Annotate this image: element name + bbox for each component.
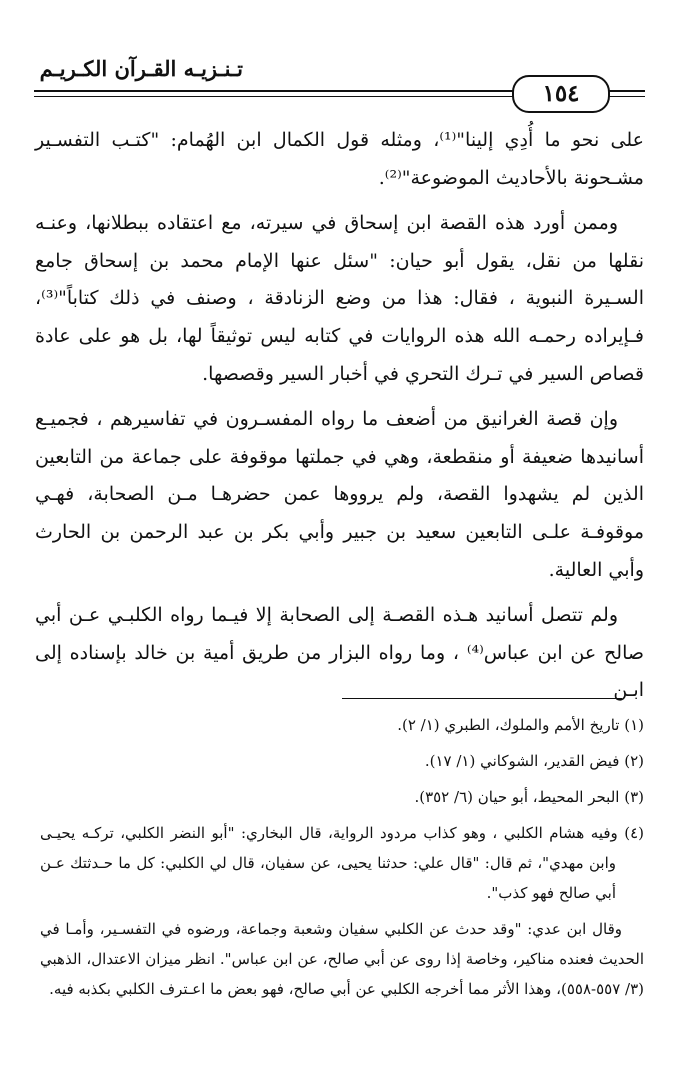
paragraph: ولم تتصل أسانيد هـذه القصـة إلى الصحابة إلا فيـما رواه الكلبـي عـن أبي صالح عن ابن عباس⁽⁴⁾ ، وما رواه البزار من طريق أمية بن خالد بإسناده إلى ابـن bbox=[35, 604, 644, 702]
page-number-badge: ١٥٤ bbox=[512, 75, 610, 113]
paragraph: وممن أورد هذه القصة ابن إسحاق في سيرته، مع اعتقاده ببطلانها، وعنـه نقلها من نقل، يقول أبو حيان: "سئل عنها الإمام محمد بن إسحاق جامع السـيرة النبوية ، فقال: هذا من وضع الزنادقة ، وصنف في ذلك كتاباً"⁽³⁾، فـإيراده رحمـه الله هذه الروايات في كتابه ليس توثيقاً لها، بل هو على عادة قصاص السير في تـرك التحري في أخبار السير وقصصها. bbox=[35, 212, 644, 385]
footnote: (٣) البحر المحيط، أبو حيان (٦/ ٣٥٢). bbox=[414, 788, 644, 806]
main-text bbox=[35, 122, 644, 718]
footnote: (٢) فيض القدير، الشوكاني (١/ ١٧). bbox=[424, 752, 644, 770]
footnote: (٤) وفيه هشام الكلبي ، وهو كذاب مردود الرواية، قال البخاري: "أبو النضر الكلبي، تركـه يحيـى وابن مهدي"، ثم قال: "قال علي: حدثنا يحيى، عن سفيان، قال لي الكلبي: كل ما حـدثتك عـن أبي صالح فهو كذب". bbox=[40, 824, 644, 902]
footnotes bbox=[40, 710, 644, 1010]
running-header-title: تـنـزيـه القـرآن الكـريـم bbox=[39, 56, 243, 81]
footnote-separator bbox=[342, 698, 622, 699]
footnote-continuation: وقال ابن عدي: "وقد حدث عن الكلبي سفيان وشعبة وجماعة، ورضوه في التفسـير، وأمـا في الحديث فعنده مناكير، وخاصة إذا روى عن أبي صالح، عن ابن عباس". انظر ميزان الاعتدال، الذهبي (٣/ ٥٥٧-٥٥٨)، وهذا الأثر مما أخرجه الكلبي عن أبي صالح، فهو بعض ما اعـترف الكلبي بكذبه فيه. bbox=[40, 920, 644, 998]
paragraph: وإن قصة الغرانيق من أضعف ما رواه المفسـرون في تفاسيرهم ، فجميـع أسانيدها ضعيفة أو منقطعة، وهي في جملتها موقوفة على جماعة من التابعين الذين لم يشهدوا القصة، ولم يرووها عمن حضرهـا مـن الصحابة، فهـي موقوفـة علـى التابعين سعيد بن جبير وأبي بكر بن عبد الرحمن بن الحارث وأبي العالية. bbox=[35, 408, 644, 581]
footnote: (١) تاريخ الأمم والملوك، الطبري (١/ ٢). bbox=[397, 716, 644, 734]
paragraph: على نحو ما أُدِي إلينا"⁽¹⁾، ومثله قول الكمال ابن الهُمام: "كتـب التفسـير مشـحونة بالأحاديث الموضوعة"⁽²⁾. bbox=[35, 129, 644, 189]
